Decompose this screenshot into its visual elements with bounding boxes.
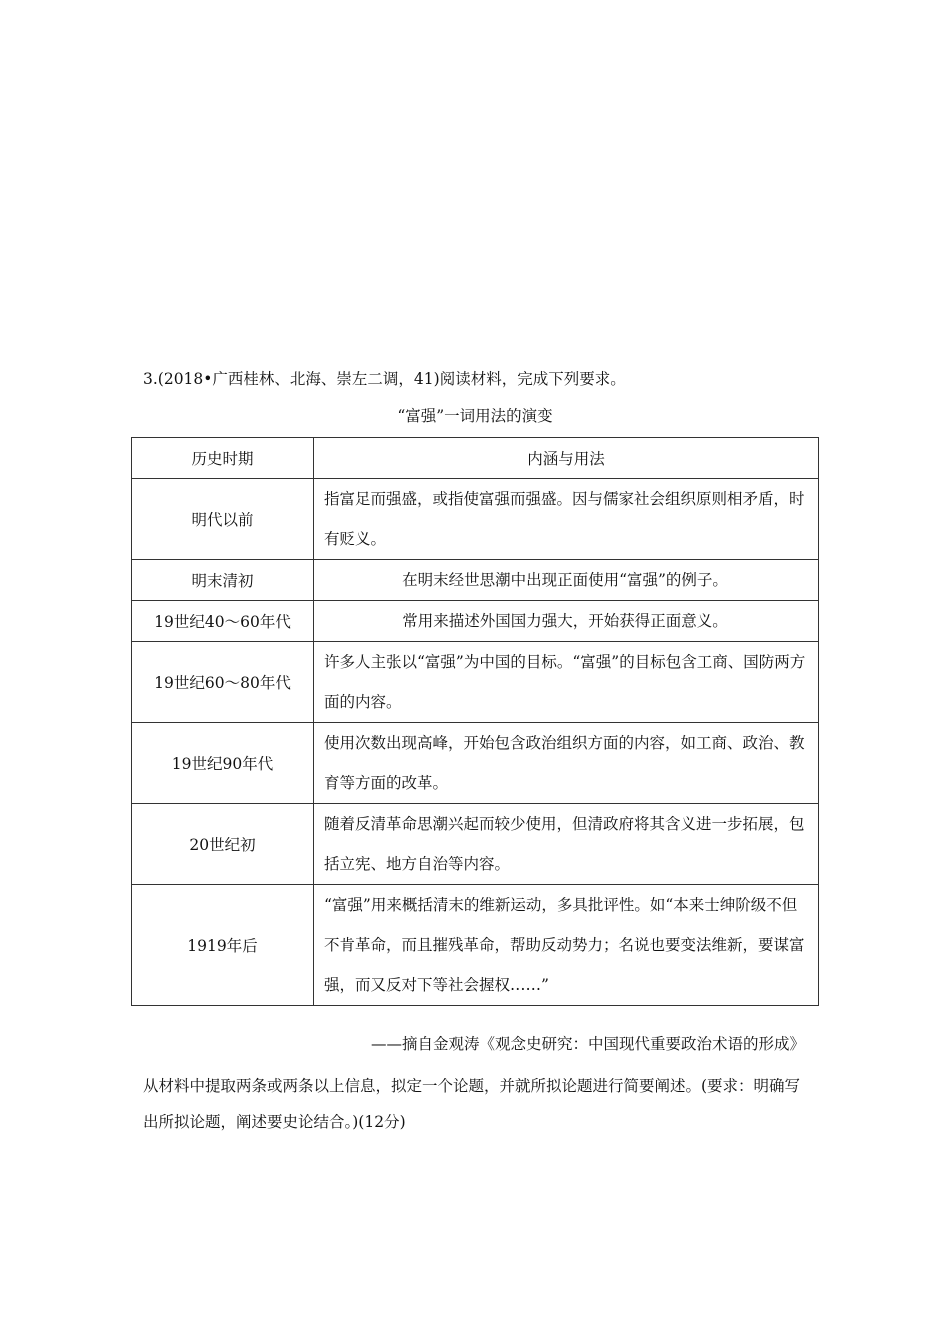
task-instructions: 从材料中提取两条或两条以上信息，拟定一个论题，并就所拟论题进行简要阐述。(要求：明确写出所拟论题，阐述要史论结合。)(12分) — [143, 1077, 801, 1131]
table-row — [132, 479, 819, 560]
content-cell: 在明末经世思潮中出现正面使用“富强”的例子。 — [314, 560, 819, 601]
content-cell: “富强”用来概括清末的维新运动，多具批评性。如“本来士绅阶级不但不肯革命，而且摧残革命，帮助反动势力；名说也要变法维新，要谋富强，而又反对下等社会握权……” — [314, 885, 819, 1006]
usage-evolution-table — [131, 437, 819, 1006]
table-row — [132, 642, 819, 723]
content-cell: 随着反清革命思潮兴起而较少使用，但清政府将其含义进一步拓展，包括立宪、地方自治等内容。 — [314, 804, 819, 885]
period-cell: 1919年后 — [132, 885, 314, 1006]
header-period: 历史时期 — [132, 438, 314, 479]
table-row — [132, 723, 819, 804]
period-cell: 19世纪90年代 — [132, 723, 314, 804]
period-cell: 19世纪60～80年代 — [132, 642, 314, 723]
header-content: 内涵与用法 — [314, 438, 819, 479]
table-row — [132, 560, 819, 601]
content-cell: 许多人主张以“富强”为中国的目标。“富强”的目标包含工商、国防两方面的内容。 — [314, 642, 819, 723]
content-cell: 常用来描述外国国力强大，开始获得正面意义。 — [314, 601, 819, 642]
question-stem: 3.(2018•广西桂林、北海、崇左二调，41)阅读材料，完成下列要求。 — [143, 370, 626, 388]
content-cell: 指富足而强盛，或指使富强而强盛。因与儒家社会组织原则相矛盾，时有贬义。 — [314, 479, 819, 560]
table-caption: “富强”一词用法的演变 — [397, 407, 553, 425]
period-cell: 明代以前 — [132, 479, 314, 560]
period-cell: 明末清初 — [132, 560, 314, 601]
period-cell: 19世纪40～60年代 — [132, 601, 314, 642]
content-cell: 使用次数出现高峰，开始包含政治组织方面的内容，如工商、政治、教育等方面的改革。 — [314, 723, 819, 804]
table-header-row — [132, 438, 819, 479]
period-cell: 20世纪初 — [132, 804, 314, 885]
table-row — [132, 804, 819, 885]
source-citation: ——摘自金观涛《观念史研究：中国现代重要政治术语的形成》 — [370, 1035, 805, 1053]
table-row — [132, 601, 819, 642]
table-row — [132, 885, 819, 1006]
